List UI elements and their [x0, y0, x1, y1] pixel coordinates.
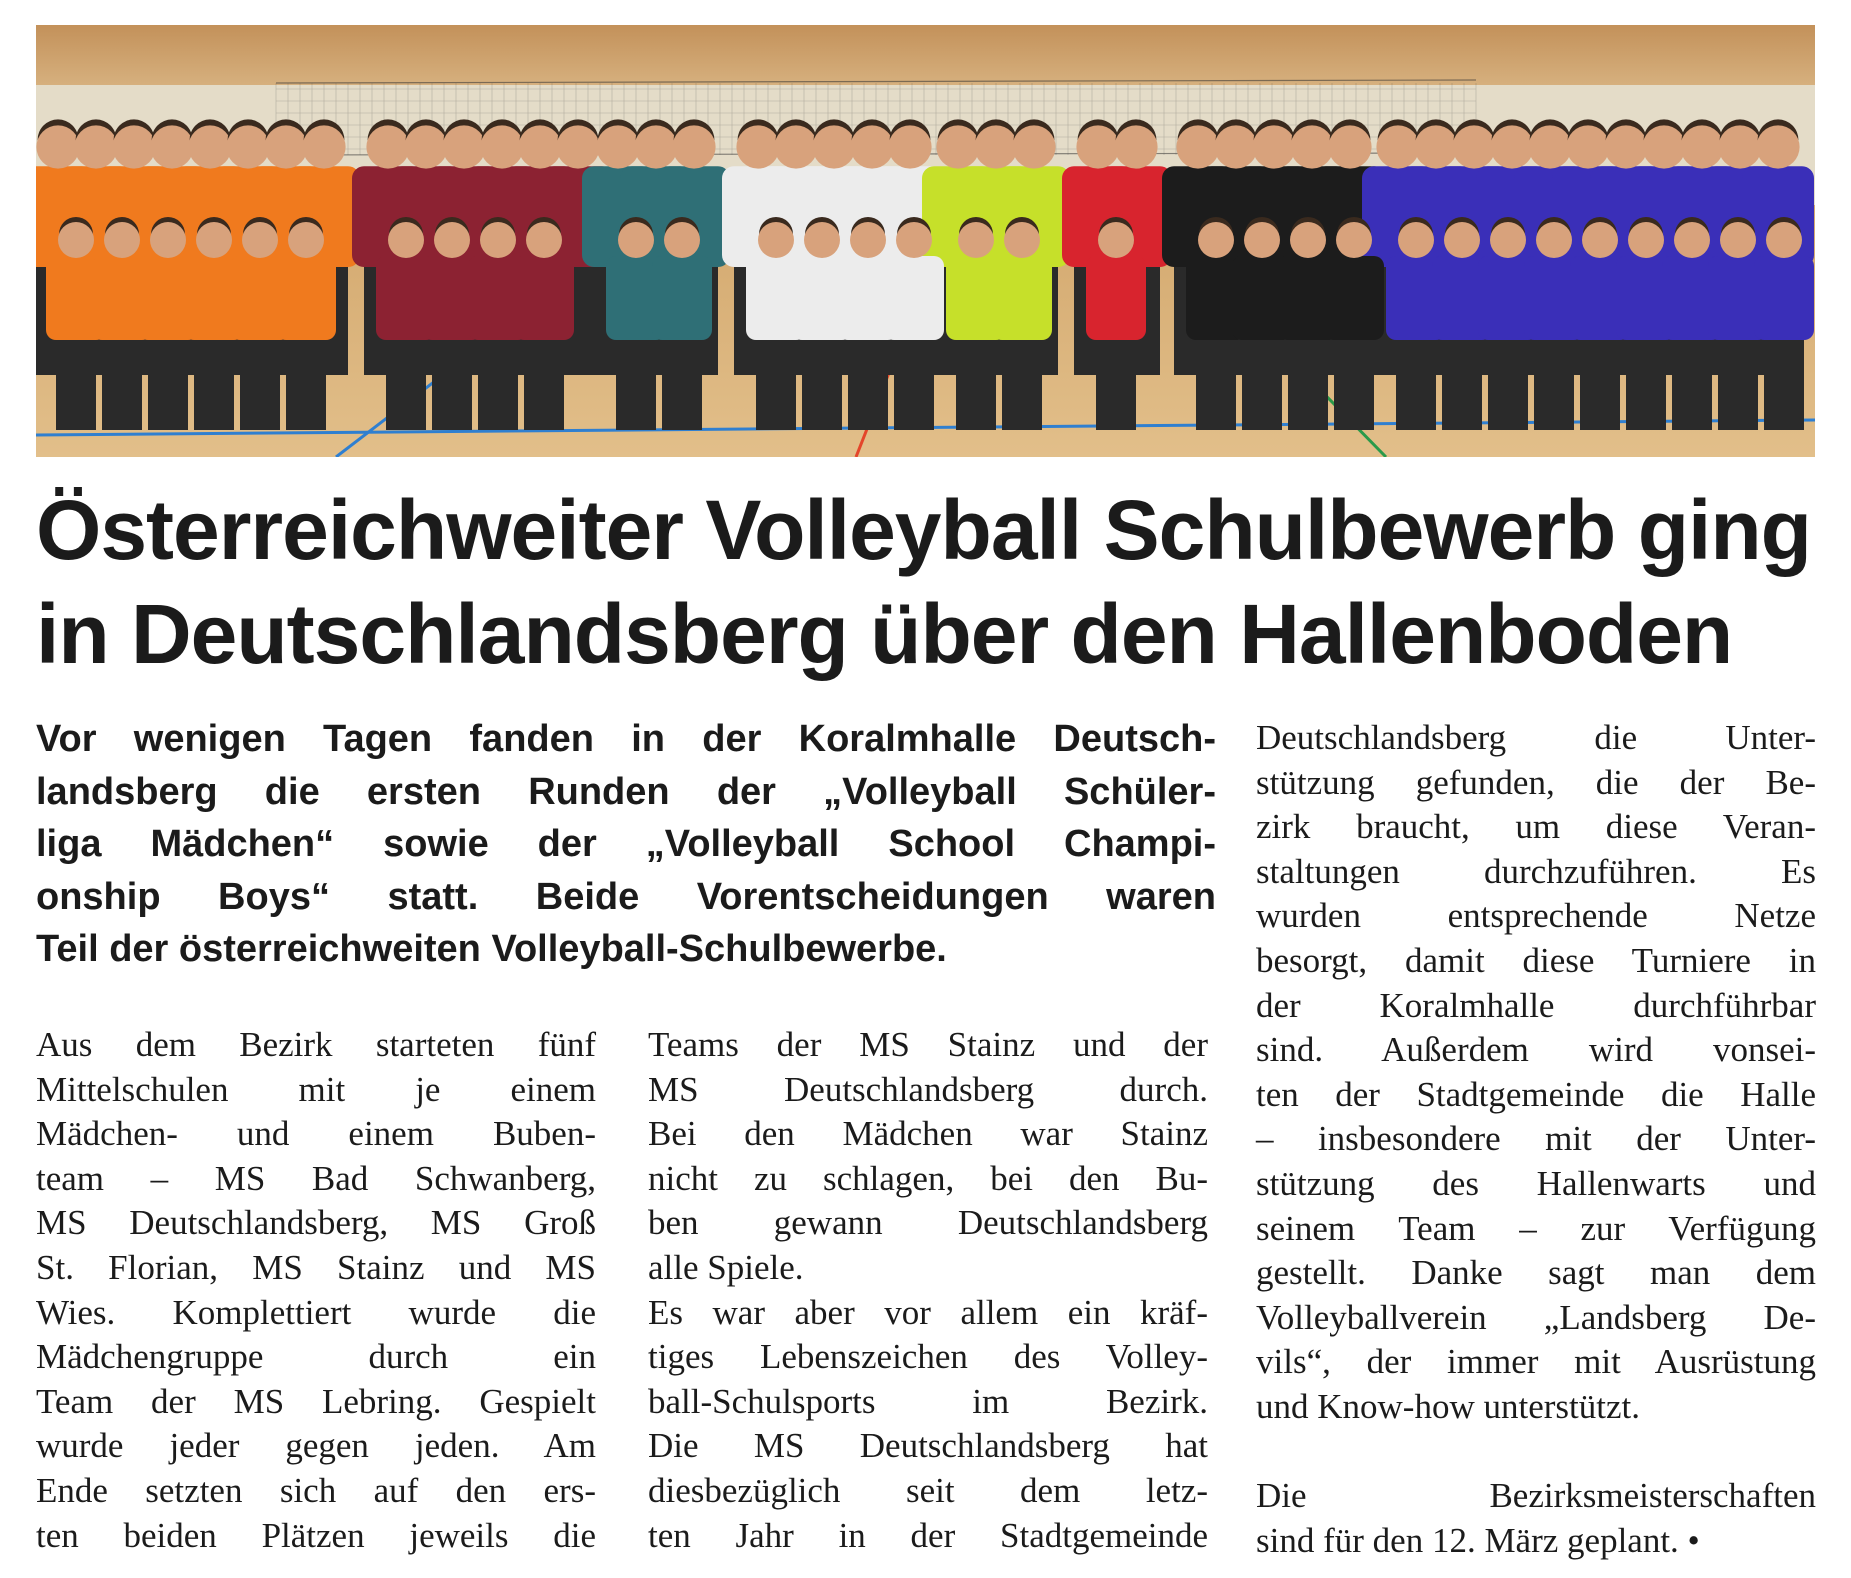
column-line: der Koralmhalle durchführbar [1256, 985, 1816, 1025]
column-line: Aus dem Bezirk starteten fünf [36, 1025, 596, 1064]
column-line: und Know-how unterstützt. [1256, 1386, 1640, 1426]
column-line: Mädchengruppe durch ein [36, 1337, 596, 1377]
column-line: ten der Stadtgemeinde die Halle [1256, 1074, 1816, 1114]
article-column-2 [648, 1023, 1208, 1558]
column-line: besorgt, damit diese Turniere in [1256, 940, 1816, 980]
column-line: tiges Lebenszeichen des Volley- [648, 1337, 1208, 1377]
column-line: Deutschlandsberg die Unter- [1256, 718, 1816, 757]
article-column-3 [1256, 716, 1816, 1563]
column-line: Wies. Komplettiert wurde die [36, 1292, 596, 1332]
column-line: vils“, der immer mit Ausrüstung [1256, 1342, 1816, 1382]
column-line: stützung des Hallenwarts und [1256, 1163, 1816, 1203]
column-line: diesbezüglich seit dem letz- [648, 1470, 1208, 1510]
lead-line: Vor wenigen Tagen fanden in der Koralmhalle Deutsch- [36, 718, 1216, 760]
column-line: Team der MS Lebring. Gespielt [36, 1381, 596, 1421]
column-line: Mittelschulen mit je einem [36, 1069, 596, 1109]
column-line: ten Jahr in der Stadtgemeinde [648, 1515, 1208, 1555]
column-line: zirk braucht, um diese Veran- [1256, 807, 1816, 847]
column-line: ball-Schulsports im Bezirk. [648, 1381, 1208, 1421]
column-line: ten beiden Plätzen jeweils die [36, 1515, 596, 1555]
column-line: seinem Team – zur Verfügung [1256, 1208, 1816, 1248]
article-lead [36, 713, 1216, 976]
paragraph-gap [1256, 1430, 1816, 1475]
column-line: wurden entsprechende Netze [1256, 896, 1816, 936]
column-line: nicht zu schlagen, bei den Bu- [648, 1158, 1208, 1198]
lead-line: landsberg die ersten Runden der „Volleyball Schüler- [36, 770, 1216, 813]
hall-wall [36, 25, 1815, 85]
team-photo [36, 25, 1815, 457]
headline-line: Österreichweiter Volleyball Schulbewerb ging [36, 483, 1811, 577]
article-headline [36, 478, 1826, 686]
column-line: Es war aber vor allem ein kräf- [648, 1292, 1208, 1332]
column-line: stützung gefunden, die der Be- [1256, 762, 1816, 802]
article-column-1 [36, 1023, 596, 1558]
lead-line: liga Mädchen“ sowie der „Volleyball School Champi- [36, 823, 1216, 865]
column-line: alle Spiele. [648, 1247, 804, 1287]
team-photo-icon [36, 25, 1815, 457]
column-line: Volleyballverein „Landsberg De- [1256, 1297, 1816, 1337]
lead-line: onship Boys“ statt. Beide Vorentscheidungen waren [36, 875, 1216, 918]
column-line: ben gewann Deutschlandsberg [648, 1203, 1208, 1243]
column-line: MS Deutschlandsberg durch. [648, 1069, 1208, 1109]
column-line: Ende setzten sich auf den ers- [36, 1470, 596, 1510]
column-line: wurde jeder gegen jeden. Am [36, 1426, 596, 1466]
column-line: MS Deutschlandsberg, MS Groß [36, 1203, 596, 1243]
column-line: team – MS Bad Schwanberg, [36, 1158, 596, 1198]
column-line: Mädchen- und einem Buben- [36, 1114, 596, 1154]
column-line: sind. Außerdem wird vonsei- [1256, 1030, 1816, 1070]
column-line: Die MS Deutschlandsberg hat [648, 1426, 1208, 1466]
column-line: – insbesondere mit der Unter- [1256, 1119, 1816, 1159]
headline-line: in Deutschlandsberg über den Hallenboden [36, 587, 1733, 681]
lead-line: Teil der österreichweiten Volleyball-Schulbewerbe. [36, 928, 947, 970]
column-line: sind für den 12. März geplant. • [1256, 1520, 1700, 1560]
column-line: Die Bezirksmeisterschaften [1256, 1476, 1816, 1516]
column-line: Teams der MS Stainz und der [648, 1025, 1208, 1064]
column-line: St. Florian, MS Stainz und MS [36, 1247, 596, 1287]
column-line: gestellt. Danke sagt man dem [1256, 1253, 1816, 1293]
column-line: staltungen durchzuführen. Es [1256, 851, 1816, 891]
column-line: Bei den Mädchen war Stainz [648, 1114, 1208, 1154]
